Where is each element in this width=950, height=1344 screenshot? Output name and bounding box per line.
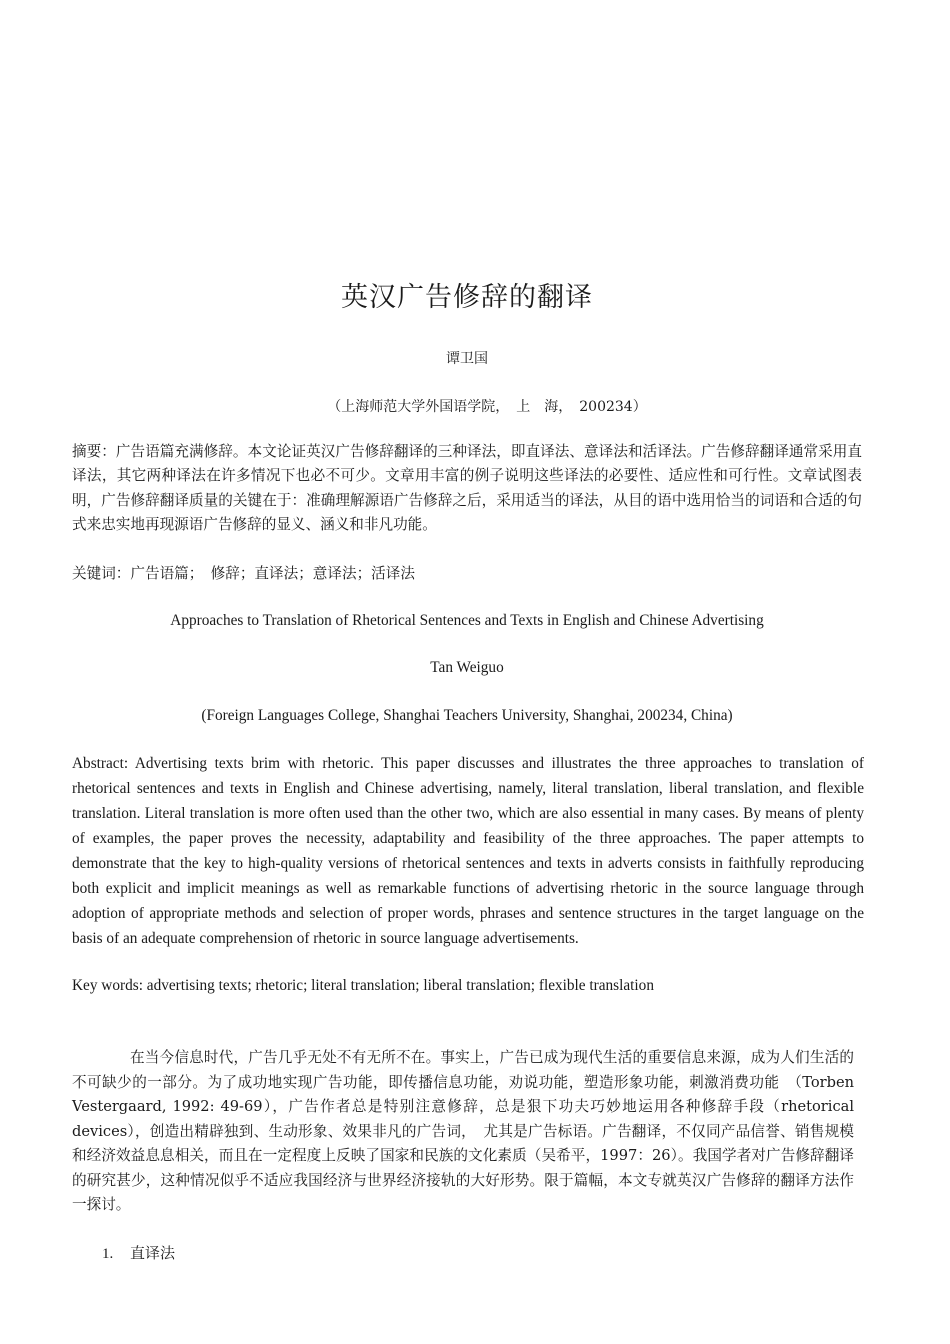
- section-title: 直译法: [130, 1244, 176, 1262]
- author-name-en: Tan Weiguo: [430, 659, 504, 676]
- keywords-cn: 关键词：广告语篇； 修辞；直译法；意译法；活译法: [72, 565, 415, 582]
- affiliation-en: (Foreign Languages College, Shanghai Teachers University, Shanghai, 200234, China): [201, 707, 733, 724]
- section-heading: [102, 1242, 175, 1265]
- author-name-cn: 谭卫国: [446, 351, 488, 367]
- keywords-en: Key words: advertising texts; rhetoric; literal translation; liberal translation; flexible translation: [72, 977, 654, 994]
- abstract-cn: 摘要：广告语篇充满修辞。本文论证英汉广告修辞翻译的三种译法，即直译法、意译法和活译法。广告修辞翻译通常采用直译法，其它两种译法在许多情况下也必不可少。文章用丰富的例子说明这些译法的必要性、适应性和可行性。文章试图表明，广告修辞翻译质量的关键在于：准确理解源语广告修辞之后，采用适当的译法，从目的语中选用恰当的词语和合适的句式来忠实地再现源语广告修辞的显义、涵义和非凡功能。: [72, 443, 862, 533]
- paper-title-en: Approaches to Translation of Rhetorical Sentences and Texts in English and Chinese Advertising: [170, 612, 764, 629]
- section-number: 1.: [102, 1246, 114, 1262]
- intro-paragraph: 在当今信息时代，广告几乎无处不有无所不在。事实上，广告已成为现代生活的重要信息来源，成为人们生活的不可缺少的一部分。为了成功地实现广告功能，即传播信息功能，劝说功能，塑造形象功能，刺激消费功能 （Torben Vestergaard, 1992: 49-69），广告作者总是特别注意修辞，总是狠下功夫巧妙地运用各种修辞手段（rhetorical devices），创造出精辟独到、生动形象、效果非凡的广告词， 尤其是广告标语。广告翻译，不仅同产品信誉、销售规模和经济效益息息相关，而且在一定程度上反映了国家和民族的文化素质（吴希平，1997：26）。我国学者对广告修辞翻译的研究甚少，这种情况似乎不适应我国经济与世界经济接轨的大好形势。限于篇幅，本文专就英汉广告修辞的翻译方法作一探讨。: [72, 1049, 854, 1213]
- paper-title-cn: 英汉广告修辞的翻译: [341, 282, 593, 313]
- affiliation-cn: （上海师范大学外国语学院， 上 海， 200234）: [327, 399, 647, 415]
- abstract-en: Abstract: Advertising texts brim with rhetoric. This paper discusses and illustrates the three approaches to translation of rhetorical sentences and texts in English and Chinese advertising, namely, literal translation, liberal translation, and flexible translation. Literal translation is more often used than the other two, which are also essential in many cases. By means of plenty of examples, the paper proves the necessity, adaptability and feasibility of the three approaches. The paper attempts to demonstrate that the key to high-quality versions of rhetorical sentences and texts in adverts consists in faithfully reproducing both explicit and implicit meanings as well as remarkable functions of advertising rhetoric in the source language through adoption of appropriate methods and selection of proper words, phrases and sentence structures in the target language on the basis of an adequate comprehension of rhetoric in source language advertisements.: [72, 755, 864, 947]
